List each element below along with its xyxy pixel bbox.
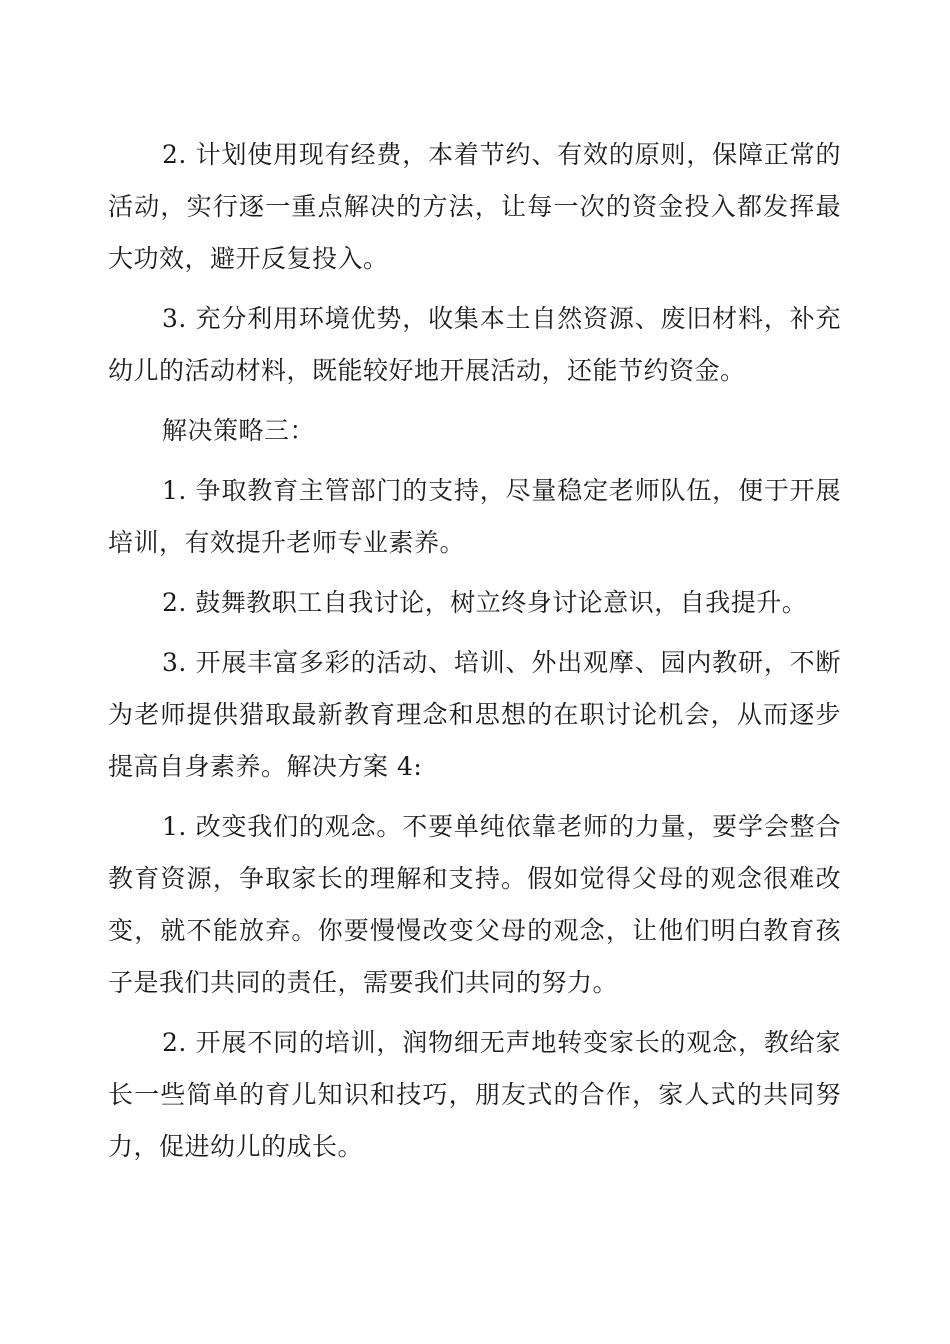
- document-body: [108, 129, 841, 1181]
- paragraph-activities-training: 3. 开展丰富多彩的活动、培训、外出观摩、园内教研，不断为老师提供猎取最新教育理念和思想的在职讨论机会，从而逐步提高自身素养。解决方案 4:: [108, 648, 841, 781]
- paragraph-parent-training: 2. 开展不同的培训，润物细无声地转变家长的观念，教给家长一些简单的育儿知识和技巧，朋友式的合作，家人式的共同努力，促进幼儿的成长。: [108, 1028, 841, 1161]
- paragraph-funding-plan: 2. 计划使用现有经费，本着节约、有效的原则，保障正常的活动，实行逐一重点解决的方法，让每一次的资金投入都发挥最大功效，避开反复投入。: [108, 140, 841, 273]
- paragraph-self-improvement: 2. 鼓舞教职工自我讨论，树立终身讨论意识，自我提升。: [162, 588, 808, 617]
- paragraph-strategy-three-heading: 解决策略三：: [162, 416, 316, 445]
- paragraph-teacher-team: 1. 争取教育主管部门的支持，尽量稳定老师队伍，便于开展培训，有效提升老师专业素养。: [108, 476, 841, 557]
- paragraph-environment-resources: 3. 充分利用环境优势，收集本土自然资源、废旧材料，补充幼儿的活动材料，既能较好地开展活动，还能节约资金。: [108, 304, 841, 385]
- paragraph-change-concepts: 1. 改变我们的观念。不要单纯依靠老师的力量，要学会整合教育资源，争取家长的理解和支持。假如觉得父母的观念很难改变，就不能放弃。你要慢慢改变父母的观念，让他们明白教育孩子是我们共同的责任，需要我们共同的努力。: [108, 812, 841, 997]
